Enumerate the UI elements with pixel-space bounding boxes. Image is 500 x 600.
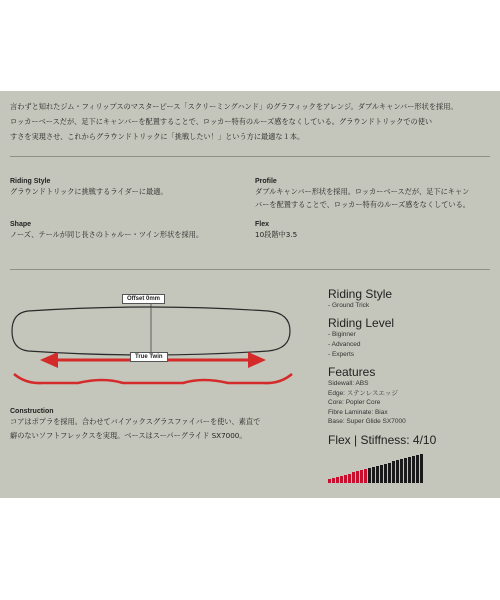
flex-bar xyxy=(400,459,403,483)
spec-label: Shape xyxy=(10,221,32,228)
feature-item: Sidewall: ABS xyxy=(328,380,369,387)
spec-value-line: ダブルキャンバー形状を採用。ロッカーベースだが、足下にキャン xyxy=(255,187,470,196)
spec-value: ノーズ、テールが同じ長さのトゥルー・ツイン形状を採用。 xyxy=(10,230,204,239)
spec-riding-style xyxy=(10,178,230,198)
flex-bar xyxy=(388,463,391,484)
spec-value: 10段階中3.5 xyxy=(255,230,298,239)
flex-bar xyxy=(380,465,383,483)
offset-label: Offset 0mm xyxy=(122,294,165,304)
spec-label: Riding Style xyxy=(10,178,51,185)
spec-label: Profile xyxy=(255,178,277,185)
flex-bar xyxy=(332,478,335,483)
true-twin-label: True Twin xyxy=(130,352,168,362)
flex-bar xyxy=(340,476,343,483)
flex-bar xyxy=(368,468,371,483)
flex-bar xyxy=(412,456,415,483)
intro-line: ロッカーベースだが、足下にキャンバーを配置することで、ロッカー特有のルーズ感をなくしている。グラウンドトリックでの使い xyxy=(10,117,433,126)
flex-bar xyxy=(376,466,379,483)
flex-bar xyxy=(408,457,411,483)
spec-value: グラウンドトリックに挑戦するライダーに最適。 xyxy=(10,187,168,196)
flex-bar xyxy=(384,464,387,483)
flex-stiffness-meter xyxy=(328,453,428,483)
flex-bar xyxy=(348,474,351,484)
divider xyxy=(10,269,490,270)
flex-bar xyxy=(416,455,419,483)
riding-level-title: Riding Level xyxy=(328,316,395,330)
flex-stiffness-title: Flex | Stiffness: 4/10 xyxy=(328,433,437,447)
riding-style-title: Riding Style xyxy=(328,287,393,301)
construction-label: Construction xyxy=(10,408,54,415)
camber-profile-line xyxy=(14,374,292,383)
features-title: Features xyxy=(328,365,376,379)
flex-bar xyxy=(420,454,423,483)
riding-style-item: - Ground Trick xyxy=(328,302,370,309)
construction-line: コアはポプラを採用。合わせてバイアックスグラスファイバーを使い、素直で xyxy=(10,417,261,426)
intro-line: すさを実現させ、これからグラウンドトリックに「挑戦したい！」という方に最適な１本。 xyxy=(10,132,305,141)
flex-bar xyxy=(364,469,367,483)
arrow-right-head xyxy=(248,352,266,368)
flex-bar xyxy=(356,471,359,483)
flex-bar xyxy=(392,461,395,483)
intro-line: 言わずと知れたジム・フィリップスのマスターピース「スクリーミングハンド」のグラフィックをアレンジ。ダブルキャンバー形状を採用。 xyxy=(10,102,458,111)
flex-bar xyxy=(328,479,331,483)
product-description-panel xyxy=(0,91,500,498)
spec-label: Flex xyxy=(255,221,270,228)
flex-bar xyxy=(360,470,363,483)
flex-bar xyxy=(344,475,347,483)
feature-item: Core: Popler Core xyxy=(328,399,381,406)
intro-paragraph xyxy=(10,99,492,144)
spec-shape xyxy=(10,221,250,241)
riding-level-item: - Biginner xyxy=(328,331,356,338)
riding-level-item: - Experts xyxy=(328,351,355,358)
riding-level-item: - Advanced xyxy=(328,341,361,348)
spec-summary-column xyxy=(328,287,493,427)
divider xyxy=(10,156,490,157)
spec-flex xyxy=(255,221,455,241)
feature-item: Edge: ステンレスエッジ xyxy=(328,389,398,397)
construction-section xyxy=(10,408,320,443)
feature-item: Base: Super Glide SX7000 xyxy=(328,418,406,425)
construction-line: 癖のないソフトフレックスを実現。ベースはスーパーグライド SX7000。 xyxy=(10,431,247,440)
arrow-left-head xyxy=(40,352,58,368)
flex-bar xyxy=(396,460,399,483)
flex-bar xyxy=(404,458,407,483)
flex-bar xyxy=(336,477,339,483)
flex-bar xyxy=(372,467,375,483)
spec-value-line: バーを配置することで、ロッカー特有のルーズ感をなくしている。 xyxy=(255,200,470,209)
flex-bar xyxy=(352,472,355,483)
spec-profile xyxy=(255,178,495,211)
feature-item: Fibre Laminate: Biax xyxy=(328,408,388,416)
